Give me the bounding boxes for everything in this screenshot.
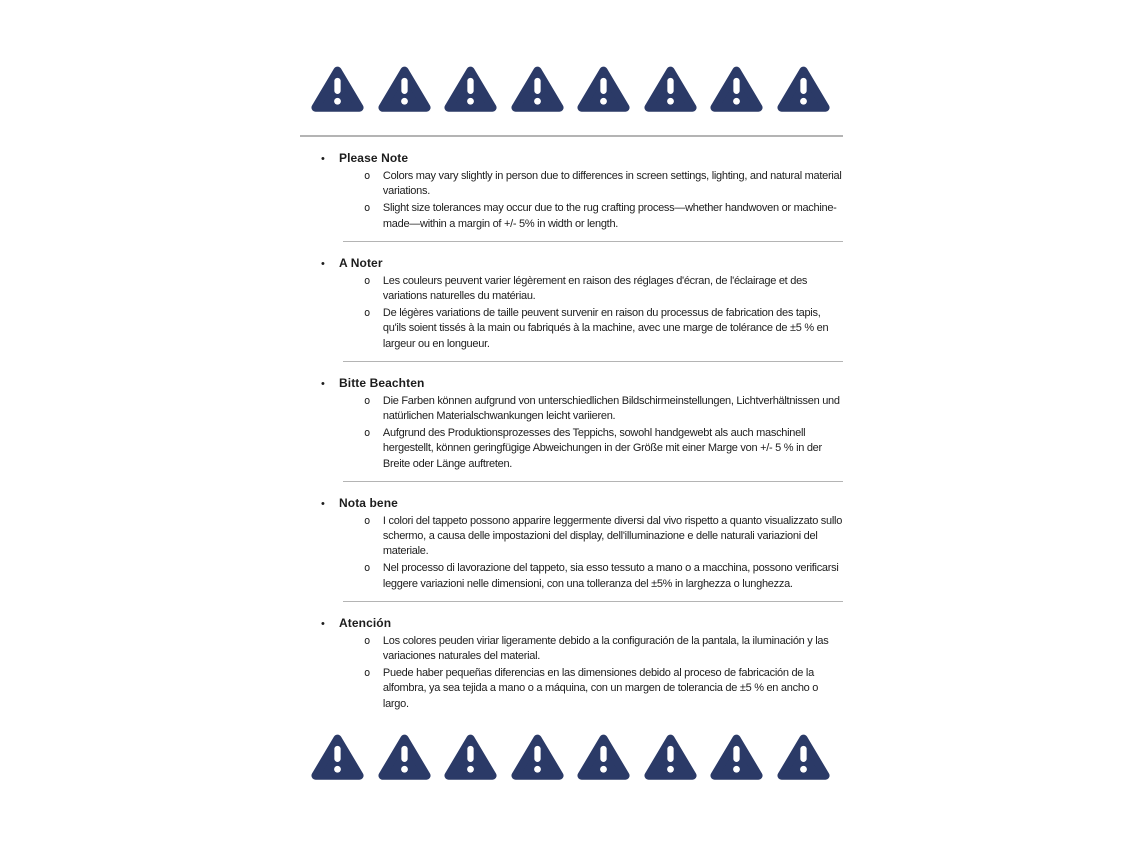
sub-bullet-marker: o <box>364 562 371 575</box>
warning-triangle-icon <box>577 733 630 781</box>
sub-bullet-marker: o <box>364 307 371 320</box>
note-text: De légères variations de taille peuvent survenir en raison du processus de fabrication des tapis, qu'ils soient tissés à la main ou fabriqués à la machine, avec une marge de tolérance de ±5 % en largeur ou en longueur. <box>382 307 829 350</box>
warning-triangle-icon <box>577 65 630 113</box>
sub-bullet-marker: o <box>364 170 371 182</box>
note-text: Slight size tolerances may occur due to the rug crafting process—whether handwoven or machine-made—within a margin of +/- 5% in width or length. <box>382 202 837 230</box>
warning-triangle-row-bottom <box>311 733 830 781</box>
note-text: I colori del tappeto possono apparire leggermente diversi dal vivo rispetto a quanto visualizzato sullo schermo, a causa delle impostazioni del display, dell'illuminazione e delle naturali variazioni del materiale. <box>382 514 843 558</box>
note-item <box>300 169 843 199</box>
note-text: Aufgrund des Produktionsprozesses des Teppichs, sowohl handgewebt als auch maschinell hergestellt, können geringfügige Abweichungen in der Größe mit einer Marge von +/- 5 % in der Breite oder Länge auftreten. <box>382 427 822 470</box>
warning-triangle-icon <box>777 733 830 781</box>
bullet-marker: • <box>321 257 325 270</box>
warning-triangle-icon <box>710 65 763 113</box>
top-divider <box>300 135 843 137</box>
warning-triangle-icon <box>444 733 497 781</box>
sub-bullet-marker: o <box>364 202 371 215</box>
notes-content-column <box>300 0 843 781</box>
warning-triangle-icon <box>710 733 763 781</box>
note-section-english <box>300 151 843 242</box>
warning-triangle-icon <box>777 65 830 113</box>
warning-triangle-icon <box>444 65 497 113</box>
note-section-french <box>300 256 843 362</box>
sub-bullet-marker: o <box>364 274 371 287</box>
bullet-marker: • <box>321 377 325 390</box>
note-section-german <box>300 376 843 482</box>
note-item <box>300 201 843 231</box>
note-item <box>300 394 843 424</box>
section-header <box>300 256 843 272</box>
section-divider <box>343 601 843 602</box>
sub-bullet-marker: o <box>364 394 371 407</box>
note-item <box>300 426 843 472</box>
section-title: Bitte Beachten <box>339 375 425 390</box>
sub-bullet-marker: o <box>364 667 371 680</box>
section-divider <box>343 361 843 362</box>
note-text: Les couleurs peuvent varier légèrement en raison des réglages d'écran, de l'éclairage et des variations naturelles du matériau. <box>382 274 808 303</box>
warning-triangle-icon <box>511 65 564 113</box>
note-text: Die Farben können aufgrund von unterschiedlichen Bildschirmeinstellungen, Lichtverhältnissen und natürlichen Materialschwankungen leicht variieren. <box>382 394 840 423</box>
bullet-marker: • <box>321 153 325 165</box>
section-header <box>300 616 843 632</box>
bullet-marker: • <box>321 497 325 510</box>
note-text: Nel processo di lavorazione del tappeto, sia esso tessuto a mano o a macchina, possono verificarsi leggere variazioni nelle dimensioni, con una tolleranza del ±5% in larghezza o lunghezza. <box>382 562 839 590</box>
bullet-marker: • <box>321 617 325 630</box>
section-header <box>300 376 843 392</box>
warning-triangle-icon <box>311 65 364 113</box>
note-text: Puede haber pequeñas diferencias en las dimensiones debido al proceso de fabricación de la alfombra, ya sea tejida a mano o a máquina, con un margen de tolerancia de ±5 % en ancho o largo. <box>382 667 819 710</box>
warning-triangle-icon <box>378 733 431 781</box>
note-item <box>300 306 843 352</box>
warning-triangle-icon <box>644 65 697 113</box>
sub-bullet-marker: o <box>364 514 371 527</box>
section-title: Atención <box>339 615 392 630</box>
note-item <box>300 666 843 712</box>
note-text: Los colores peuden viriar ligeramente debido a la configuración de la pantala, la iluminación y las variaciones naturales del material. <box>382 634 829 663</box>
note-item <box>300 274 843 304</box>
section-title: A Noter <box>339 255 383 270</box>
note-item <box>300 561 843 591</box>
sub-bullet-marker: o <box>364 427 371 440</box>
section-title: Please Note <box>339 151 409 165</box>
section-divider <box>343 481 843 482</box>
sub-bullet-marker: o <box>364 634 371 647</box>
note-section-italian <box>300 496 843 602</box>
section-header <box>300 151 843 167</box>
note-item <box>300 634 843 664</box>
note-section-spanish <box>300 616 843 712</box>
note-text: Colors may vary slightly in person due to differences in screen settings, lighting, and natural material variations. <box>382 170 842 198</box>
warning-triangle-icon <box>511 733 564 781</box>
warning-triangle-row-top <box>311 65 830 113</box>
section-title: Nota bene <box>339 495 398 510</box>
warning-triangle-icon <box>644 733 697 781</box>
section-divider <box>343 241 843 242</box>
note-item <box>300 514 843 560</box>
section-header <box>300 496 843 512</box>
warning-triangle-icon <box>311 733 364 781</box>
warning-triangle-icon <box>378 65 431 113</box>
